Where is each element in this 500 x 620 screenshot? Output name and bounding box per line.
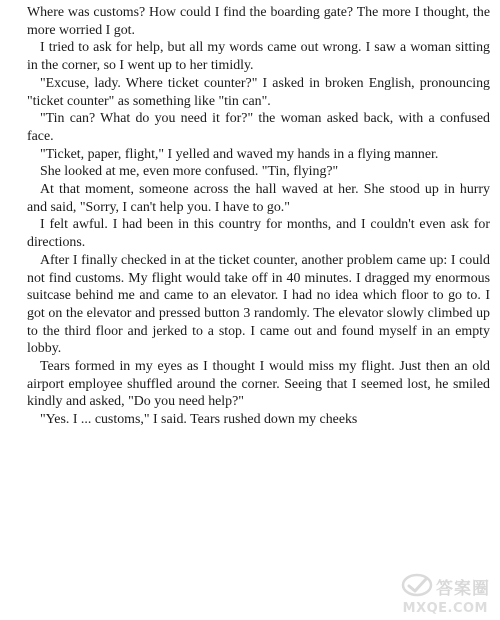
paragraph-9: After I finally checked in at the ticket counter, another problem came up: I could not find customs. My flight would take off in 40 minutes. I dragged my enormous suitcase behind me and came to an elevator. I had no idea which floor to go to. I got on the elevator and pressed button 3 randomly. The elevator slowly climbed up to the third floor and jerked to a stop. I came out and found myself in an empty lobby. [27,252,490,357]
paragraph-5: "Ticket, paper, flight," I yelled and waved my hands in a flying manner. [40,146,439,162]
paragraph-8: I felt awful. I had been in this country for months, and I couldn't even ask for directions. [27,217,490,251]
paragraph-2: I tried to ask for help, but all my words came out wrong. I saw a woman sitting in the corner, so I went up to her timidly. [27,40,490,74]
paragraph-3: "Excuse, lady. Where ticket counter?" I asked in broken English, pronouncing "ticket counter" as something like "tin can". [27,75,490,109]
paragraph-1: Where was customs? How could I find the boarding gate? The more I thought, the more worried I got. [27,5,490,38]
paragraph-6: She looked at me, even more confused. "Tin, flying?" [40,164,339,180]
paragraph-10: Tears formed in my eyes as I thought I would miss my flight. Just then an old airport employee shuffled around the corner. Seeing that I seemed lost, he smiled kindly and asked, "Do you need help?" [27,359,490,410]
watermark-brand: 答案圈 [436,579,490,599]
paragraph-4: "Tin can? What do you need it for?" the woman asked back, with a confused face. [27,111,490,144]
paragraph-7: At that moment, someone across the hall waved at her. She stood up in hurry and said, "Sorry, I can't help you. I have to go." [27,182,490,215]
paragraph-11: "Yes. I ... customs," I said. Tears rushed down my cheeks [40,412,358,428]
watermark-url: MXQE.COM [402,601,488,616]
